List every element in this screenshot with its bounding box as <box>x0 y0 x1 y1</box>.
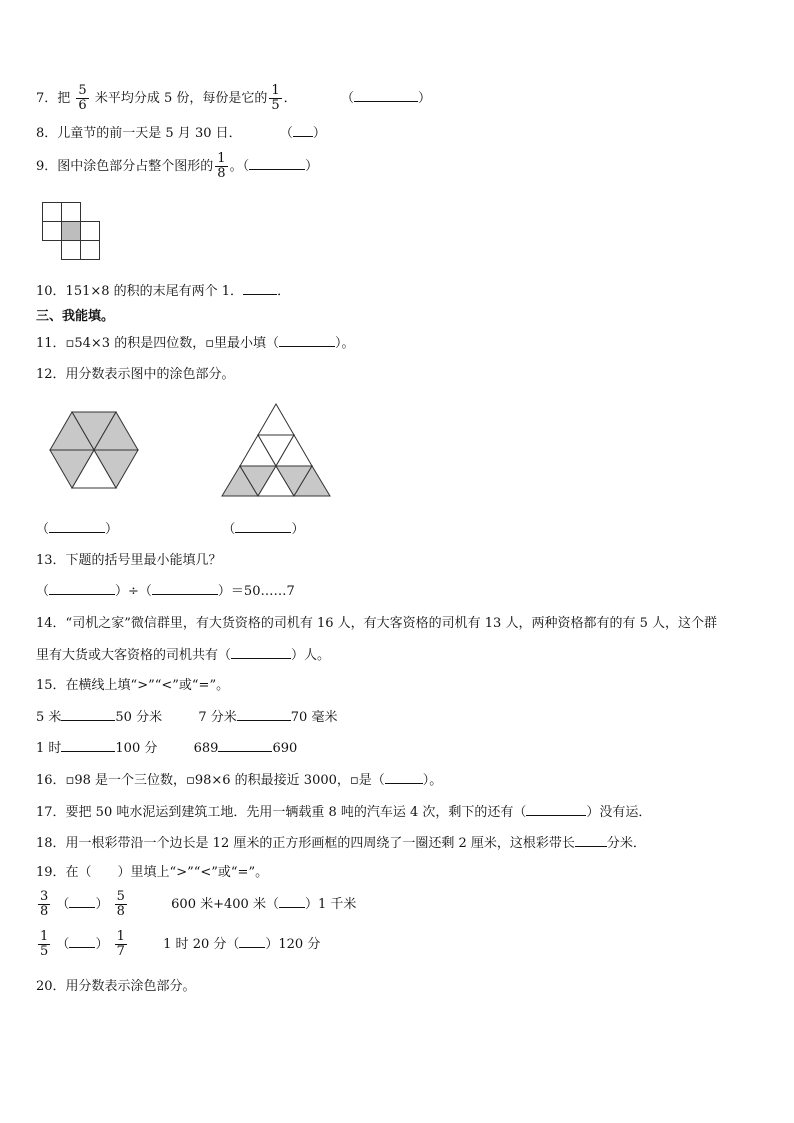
grid-figure <box>42 202 102 262</box>
answer-blank[interactable] <box>239 935 265 948</box>
answer-blank[interactable] <box>243 282 277 295</box>
answer-blank[interactable] <box>49 520 105 533</box>
answer-blank[interactable] <box>235 520 291 533</box>
answer-blank[interactable] <box>61 739 115 752</box>
question-16: 16．▫98 是一个三位数，▫98×6 的积最接近 3000，▫是（ ）。 <box>36 773 443 788</box>
answer-blank[interactable] <box>354 89 418 102</box>
question-11: 11．▫54×3 的积是四位数，▫里最小填（ ）。 <box>36 336 355 351</box>
fraction: $\frac{3}{8}$ <box>40 889 49 919</box>
question-19-row1: $\frac{3}{8}$ （ ） $\frac{5}{8}$ 600 米+400 米（ ）1 千米 <box>40 889 357 919</box>
section-title: 三、我能填。 <box>36 309 115 324</box>
fraction: $\frac{1}{5}$ <box>271 83 280 113</box>
question-19-row2: $\frac{1}{5}$ （ ） $\frac{1}{7}$ 1 时 20 分（ ）120 分 <box>40 929 321 959</box>
question-17: 17．要把 50 吨水泥运到建筑工地．先用一辆载重 8 吨的汽车运 4 次，剩下的还有（ ）没有运． <box>36 805 652 820</box>
question-15-row1: 5 米 50 分米 7 分米 70 毫米 <box>36 710 338 725</box>
question-12: 12．用分数表示图中的涂色部分。 <box>36 367 235 382</box>
question-18: 18．用一根彩带沿一个边长是 12 厘米的正方形画框的四周绕了一圈还剩 2 厘米，这根彩带长 分米． <box>36 836 646 851</box>
answer-blank[interactable] <box>49 582 115 595</box>
answer-blank[interactable] <box>279 895 305 908</box>
question-14-line2: 里有大货或大客资格的司机共有（ ）人。 <box>36 648 331 663</box>
question-13: 13．下题的括号里最小能填几？ <box>36 553 222 568</box>
question-12-answers: （ ） （ ） <box>36 522 305 537</box>
question-7: 7．把 $\frac{5}{6}$ 米平均分成 5 份，每份是它的 $\frac{1}{5}$ ． （ ） <box>36 83 431 113</box>
question-20: 20．用分数表示涂色部分。 <box>36 979 196 994</box>
answer-blank[interactable] <box>218 739 272 752</box>
answer-blank[interactable] <box>249 157 305 170</box>
fraction: $\frac{1}{8}$ <box>217 151 226 181</box>
answer-blank[interactable] <box>61 708 115 721</box>
answer-blank[interactable] <box>526 803 586 816</box>
question-14-line1: 14．“司机之家”微信群里，有大货资格的司机有 16 人，有大客资格的司机有 13 人，两种资格都有的有 5 人，这个群 <box>36 616 717 631</box>
answer-blank[interactable] <box>69 895 95 908</box>
answer-blank[interactable] <box>293 124 313 137</box>
question-9: 9．图中涂色部分占整个图形的 $\frac{1}{8}$ 。（ ） <box>36 151 319 181</box>
answer-blank[interactable] <box>69 935 95 948</box>
fraction: $\frac{1}{7}$ <box>116 929 125 959</box>
question-15: 15．在横线上填“>”“<”或“=”。 <box>36 678 230 693</box>
question-8: 8．儿童节的前一天是 5 月 30 日． （ ） <box>36 126 326 141</box>
hexagon-figure <box>48 410 140 492</box>
question-10: 10．151×8 的积的末尾有两个 1． ． <box>36 284 291 299</box>
fraction: $\frac{1}{5}$ <box>40 929 49 959</box>
triangle-figure <box>220 402 332 498</box>
question-19: 19．在（ ）里填上“>”“<”或“=”。 <box>36 865 269 880</box>
fraction: $\frac{5}{8}$ <box>116 889 125 919</box>
fraction: $\frac{5}{6}$ <box>78 83 87 113</box>
answer-blank[interactable] <box>231 646 291 659</box>
answer-blank[interactable] <box>152 582 218 595</box>
question-15-row2: 1 时 100 分 689 690 <box>36 741 298 756</box>
answer-blank[interactable] <box>237 708 291 721</box>
answer-blank[interactable] <box>279 334 335 347</box>
answer-blank[interactable] <box>575 834 607 847</box>
question-13-equation: （ ）÷（ ）＝50……7 <box>36 584 295 599</box>
answer-blank[interactable] <box>385 771 423 784</box>
